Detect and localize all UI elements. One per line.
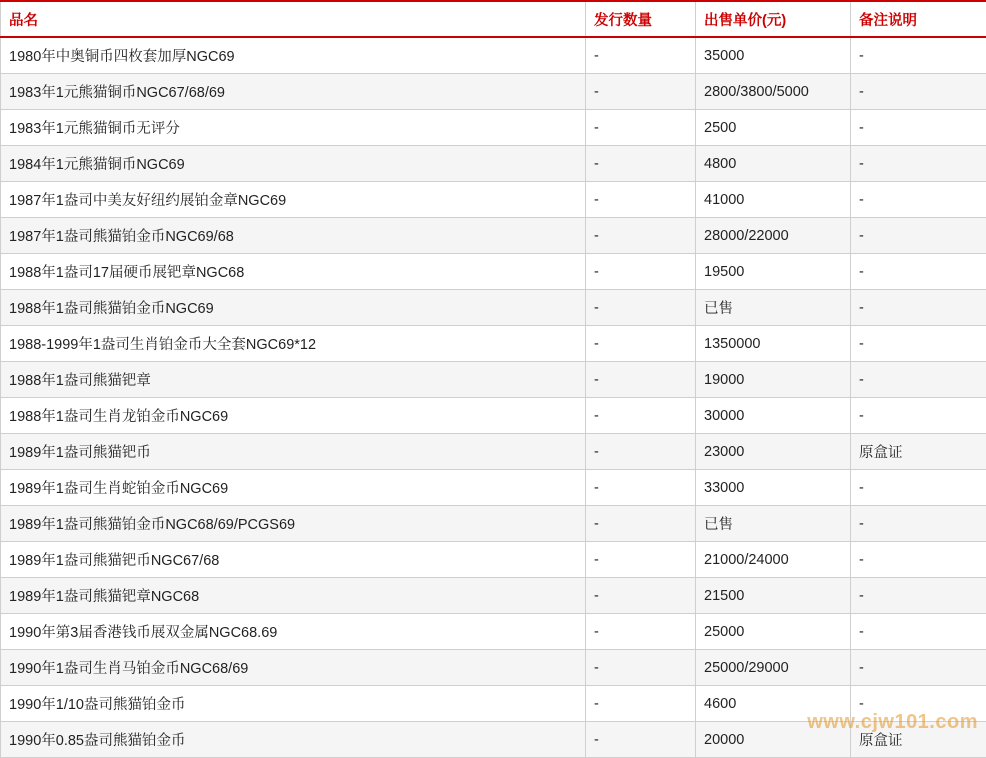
cell-note: -: [851, 614, 986, 650]
cell-note: 原盒证: [851, 434, 986, 470]
table-row: [1, 326, 986, 362]
table-row: [1, 37, 986, 74]
cell-quantity: -: [586, 398, 696, 434]
table-row: [1, 254, 986, 290]
cell-quantity: -: [586, 614, 696, 650]
table-row: [1, 506, 986, 542]
cell-note: -: [851, 326, 986, 362]
column-header-note: 备注说明: [851, 1, 986, 37]
cell-quantity: -: [586, 686, 696, 722]
table-header: [1, 1, 986, 37]
cell-product-name: 1983年1元熊猫铜币NGC67/68/69: [1, 74, 586, 110]
cell-product-name: 1990年0.85盎司熊猫铂金币: [1, 722, 586, 758]
cell-quantity: -: [586, 182, 696, 218]
cell-product-name: 1989年1盎司熊猫铂金币NGC68/69/PCGS69: [1, 506, 586, 542]
cell-quantity: -: [586, 146, 696, 182]
cell-price: 30000: [696, 398, 851, 434]
cell-price: 2800/3800/5000: [696, 74, 851, 110]
cell-quantity: -: [586, 542, 696, 578]
cell-product-name: 1987年1盎司中美友好纽约展铂金章NGC69: [1, 182, 586, 218]
cell-quantity: -: [586, 254, 696, 290]
cell-note: -: [851, 506, 986, 542]
cell-product-name: 1983年1元熊猫铜币无评分: [1, 110, 586, 146]
table-row: [1, 614, 986, 650]
cell-price: 23000: [696, 434, 851, 470]
site-watermark: www.cjw101.com: [807, 711, 978, 734]
table-header-row: [1, 1, 986, 37]
cell-note: -: [851, 686, 986, 722]
cell-product-name: 1990年1盎司生肖马铂金币NGC68/69: [1, 650, 586, 686]
cell-price: 25000: [696, 614, 851, 650]
table-row: [1, 650, 986, 686]
cell-price: 33000: [696, 470, 851, 506]
cell-note: -: [851, 650, 986, 686]
column-header-name: 品名: [1, 1, 586, 37]
cell-product-name: 1989年1盎司熊猫钯币NGC67/68: [1, 542, 586, 578]
cell-note: -: [851, 110, 986, 146]
cell-product-name: 1987年1盎司熊猫铂金币NGC69/68: [1, 218, 586, 254]
cell-price: 25000/29000: [696, 650, 851, 686]
cell-price: 21500: [696, 578, 851, 614]
cell-product-name: 1989年1盎司熊猫钯币: [1, 434, 586, 470]
cell-quantity: -: [586, 434, 696, 470]
table-row: [1, 74, 986, 110]
table-row: [1, 146, 986, 182]
table-row: [1, 470, 986, 506]
cell-note: -: [851, 182, 986, 218]
column-header-price: 出售单价(元): [696, 1, 851, 37]
cell-quantity: -: [586, 326, 696, 362]
cell-price: 已售: [696, 290, 851, 326]
cell-price: 20000: [696, 722, 851, 758]
cell-price: 4600: [696, 686, 851, 722]
column-header-quantity: 发行数量: [586, 1, 696, 37]
table-row: [1, 290, 986, 326]
cell-product-name: 1989年1盎司熊猫钯章NGC68: [1, 578, 586, 614]
table-row: [1, 182, 986, 218]
table-row: [1, 578, 986, 614]
table-body: [1, 37, 986, 758]
cell-quantity: -: [586, 218, 696, 254]
cell-quantity: -: [586, 110, 696, 146]
cell-quantity: -: [586, 37, 696, 74]
cell-quantity: -: [586, 722, 696, 758]
cell-note: -: [851, 74, 986, 110]
cell-quantity: -: [586, 470, 696, 506]
cell-quantity: -: [586, 578, 696, 614]
cell-product-name: 1988年1盎司17届硬币展钯章NGC68: [1, 254, 586, 290]
cell-note: -: [851, 542, 986, 578]
cell-product-name: 1988年1盎司熊猫钯章: [1, 362, 586, 398]
cell-note: -: [851, 37, 986, 74]
cell-note: -: [851, 290, 986, 326]
cell-quantity: -: [586, 290, 696, 326]
table-row: [1, 686, 986, 722]
cell-price: 19500: [696, 254, 851, 290]
cell-quantity: -: [586, 362, 696, 398]
table-row: [1, 398, 986, 434]
cell-product-name: 1989年1盎司生肖蛇铂金币NGC69: [1, 470, 586, 506]
cell-note: -: [851, 470, 986, 506]
cell-price: 1350000: [696, 326, 851, 362]
cell-note: -: [851, 146, 986, 182]
cell-price: 35000: [696, 37, 851, 74]
cell-price: 21000/24000: [696, 542, 851, 578]
cell-note: -: [851, 254, 986, 290]
cell-note: -: [851, 362, 986, 398]
table-row: [1, 542, 986, 578]
cell-note: 原盒证: [851, 722, 986, 758]
cell-product-name: 1990年1/10盎司熊猫铂金币: [1, 686, 586, 722]
cell-price: 28000/22000: [696, 218, 851, 254]
cell-note: -: [851, 398, 986, 434]
cell-note: -: [851, 578, 986, 614]
cell-note: -: [851, 218, 986, 254]
cell-quantity: -: [586, 74, 696, 110]
cell-product-name: 1988-1999年1盎司生肖铂金币大全套NGC69*12: [1, 326, 586, 362]
table-row: [1, 434, 986, 470]
cell-price: 19000: [696, 362, 851, 398]
cell-product-name: 1988年1盎司生肖龙铂金币NGC69: [1, 398, 586, 434]
cell-price: 2500: [696, 110, 851, 146]
cell-product-name: 1984年1元熊猫铜币NGC69: [1, 146, 586, 182]
table-row: [1, 110, 986, 146]
cell-product-name: 1980年中奥铜币四枚套加厚NGC69: [1, 37, 586, 74]
cell-price: 4800: [696, 146, 851, 182]
cell-product-name: 1990年第3届香港钱币展双金属NGC68.69: [1, 614, 586, 650]
cell-product-name: 1988年1盎司熊猫铂金币NGC69: [1, 290, 586, 326]
table-row: [1, 362, 986, 398]
table-row: [1, 218, 986, 254]
cell-quantity: -: [586, 650, 696, 686]
cell-price: 已售: [696, 506, 851, 542]
cell-price: 41000: [696, 182, 851, 218]
cell-quantity: -: [586, 506, 696, 542]
